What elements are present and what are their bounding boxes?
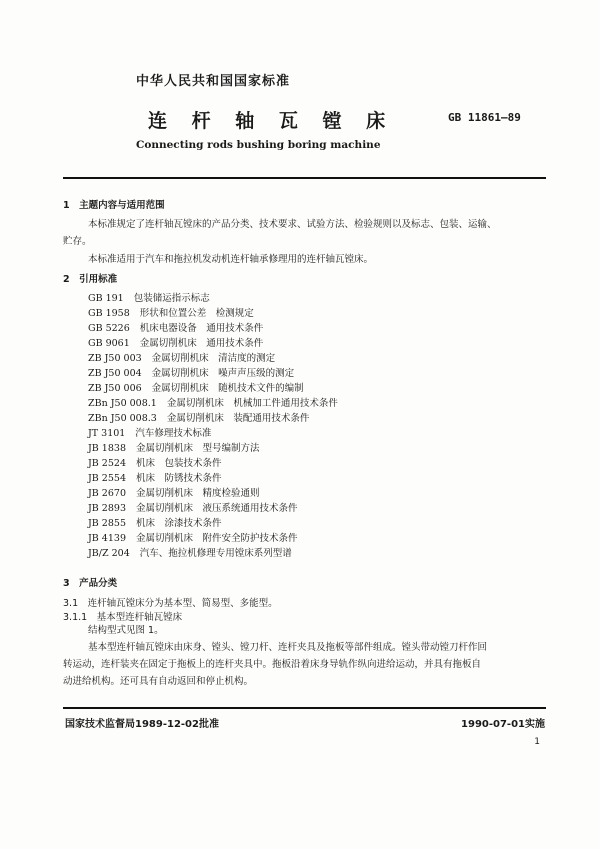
reference-title: 金属切削机床 机械加工件通用技术条件 bbox=[166, 398, 338, 409]
reference-item bbox=[88, 290, 210, 304]
reference-item bbox=[88, 485, 260, 499]
reference-code: JB 2893 bbox=[88, 503, 126, 514]
standard-number: GB 11861—89 bbox=[448, 111, 521, 124]
reference-code: JB 2670 bbox=[88, 488, 126, 499]
section-3-heading: 3 产品分类 bbox=[63, 578, 118, 589]
clause-3-1-1: 3.1.1 基本型连杆轴瓦镗床 bbox=[63, 612, 183, 623]
reference-title: 机床电器设备 通用技术条件 bbox=[139, 323, 264, 334]
reference-title: 金属切削机床 附件安全防护技术条件 bbox=[136, 533, 298, 544]
reference-item bbox=[88, 440, 260, 454]
reference-title: 机床 防锈技术条件 bbox=[136, 473, 222, 484]
reference-item bbox=[88, 380, 304, 394]
approval-date: 国家技术监督局1989-12-02批准 bbox=[65, 719, 219, 730]
reference-code: JB/Z 204 bbox=[88, 548, 130, 559]
reference-title: 金属切削机床 精度检验通则 bbox=[136, 488, 260, 499]
reference-item bbox=[88, 530, 298, 544]
reference-code: ZB J50 003 bbox=[88, 353, 142, 364]
reference-title: 金属切削机床 清洁度的测定 bbox=[151, 353, 276, 364]
reference-code: JB 2554 bbox=[88, 473, 126, 484]
reference-code: JT 3101 bbox=[88, 428, 126, 439]
reference-title: 机床 涂漆技术条件 bbox=[136, 518, 222, 529]
reference-item bbox=[88, 365, 294, 379]
reference-title: 形状和位置公差 检测规定 bbox=[139, 308, 254, 319]
reference-code: ZB J50 004 bbox=[88, 368, 142, 379]
reference-item bbox=[88, 425, 211, 439]
paragraph: 基本型连杆轴瓦镗床由床身、镗头、镗刀杆、连杆夹具及拖板等部件组成。镗头带动镗刀杆作回 bbox=[88, 642, 488, 653]
reference-code: JB 2855 bbox=[88, 518, 126, 529]
reference-code: GB 9061 bbox=[88, 338, 130, 349]
bottom-rule bbox=[63, 707, 546, 709]
reference-code: JB 1838 bbox=[88, 443, 126, 454]
paragraph: 本标准适用于汽车和拖拉机发动机连杆轴承修理用的连杆轴瓦镗床。 bbox=[88, 254, 374, 265]
reference-title: 金属切削机床 随机技术文件的编制 bbox=[151, 383, 304, 394]
reference-title: 包装储运指示标志 bbox=[133, 293, 210, 304]
reference-code: GB 191 bbox=[88, 293, 124, 304]
reference-item bbox=[88, 470, 222, 484]
paragraph: 动进给机构。还可具有自动返回和停止机构。 bbox=[63, 676, 254, 687]
reference-code: GB 5226 bbox=[88, 323, 130, 334]
reference-item bbox=[88, 320, 263, 334]
reference-title: 金属切削机床 液压系统通用技术条件 bbox=[136, 503, 298, 514]
reference-item bbox=[88, 515, 222, 529]
reference-code: JB 2524 bbox=[88, 458, 126, 469]
paragraph: 本标准规定了连杆轴瓦镗床的产品分类、技术要求、试验方法、检验规则以及标志、包装、运输、 bbox=[88, 219, 497, 230]
english-title: Connecting rods bushing boring machine bbox=[136, 139, 381, 151]
reference-title: 汽车修理技术标准 bbox=[135, 428, 212, 439]
top-rule bbox=[63, 177, 546, 179]
reference-item bbox=[88, 395, 338, 409]
reference-item bbox=[88, 335, 263, 349]
reference-title: 金属切削机床 噪声声压级的测定 bbox=[151, 368, 295, 379]
document-title: 连 杆 轴 瓦 镗 床 bbox=[148, 110, 395, 132]
paragraph: 贮存。 bbox=[63, 236, 92, 247]
reference-title: 汽车、拖拉机修理专用镗床系列型谱 bbox=[139, 548, 292, 559]
reference-item bbox=[88, 455, 222, 469]
reference-code: JB 4139 bbox=[88, 533, 126, 544]
reference-item bbox=[88, 500, 298, 514]
reference-item bbox=[88, 350, 275, 364]
reference-title: 金属切削机床 装配通用技术条件 bbox=[166, 413, 310, 424]
reference-code: ZB J50 006 bbox=[88, 383, 142, 394]
effective-date: 1990-07-01实施 bbox=[461, 719, 545, 730]
reference-item bbox=[88, 545, 292, 559]
figure-reference: 结构型式见图 1。 bbox=[88, 625, 164, 636]
clause-3-1: 3.1 连杆轴瓦镗床分为基本型、简易型、多能型。 bbox=[63, 598, 278, 609]
document-header: 中华人民共和国国家标准 bbox=[135, 74, 290, 89]
page-number: 1 bbox=[534, 737, 540, 747]
section-1-heading: 1 主题内容与适用范围 bbox=[63, 200, 165, 211]
reference-item bbox=[88, 410, 309, 424]
section-2-heading: 2 引用标准 bbox=[63, 274, 118, 285]
reference-code: GB 1958 bbox=[88, 308, 130, 319]
reference-title: 金属切削机床 通用技术条件 bbox=[139, 338, 264, 349]
reference-item bbox=[88, 305, 254, 319]
reference-code: ZBn J50 008.1 bbox=[88, 398, 157, 409]
paragraph: 转运动，连杆装夹在固定于拖板上的连杆夹具中。拖板沿着床身导轨作纵向进给运动，并具有拖板自 bbox=[63, 659, 482, 670]
reference-title: 机床 包装技术条件 bbox=[136, 458, 222, 469]
reference-code: ZBn J50 008.3 bbox=[88, 413, 157, 424]
reference-title: 金属切削机床 型号编制方法 bbox=[136, 443, 260, 454]
